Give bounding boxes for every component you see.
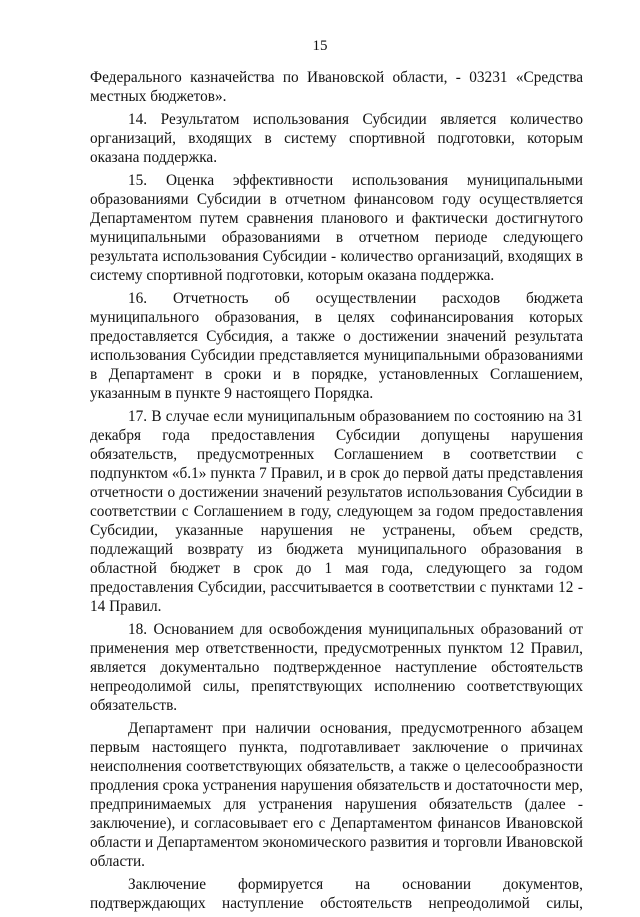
paragraph-item-18-conclusion: Заключение формируется на основании документов, подтверждающих наступление обстоятельств непреодолимой силы, bbox=[90, 876, 583, 912]
paragraph-continuation: Федерального казначейства по Ивановской области, - 03231 «Средства местных бюджетов». bbox=[90, 69, 583, 105]
paragraph-item-14: 14. Результатом использования Субсидии является количество организаций, входящих в систему спортивной подготовки, которым оказана поддержка. bbox=[90, 111, 583, 166]
page-number: 15 bbox=[312, 38, 328, 54]
paragraph-item-17: 17. В случае если муниципальным образованием по состоянию на 31 декабря года предоставления Субсидии допущены нарушения обязательств, предусмотренных Соглашением в соответствии с подпунктом «б.1» пункта 7 Правил, и в срок до первой даты представления отчетности о достижении значений результатов использования Субсидии в соответствии с Соглашением в году, следующем за годом предоставления Субсидии, указанные нарушения не устранены, объем средств, подлежащий возврату из бюджета муниципального образования в областной бюджет в срок до 1 мая года, следующего за годом предоставления Субсидии, рассчитывается в соответствии с пунктами 12 - 14 Правил. bbox=[90, 408, 583, 615]
paragraph-item-18: 18. Основанием для освобождения муниципальных образований от применения мер ответственности, предусмотренных пунктом 12 Правил, является документально подтвержденное наступление обстоятельств непреодолимой силы, препятствующих исполнению соответствующих обязательств. bbox=[90, 621, 583, 714]
paragraph-item-18-department: Департамент при наличии основания, предусмотренного абзацем первым настоящего пункта, подготавливает заключение о причинах неисполнения соответствующих обязательств, а также о целесообразности продления срока устранения нарушения обязательств и достаточности мер, предпринимаемых для устранения нарушения обязательств (далее - заключение), и согласовывает его с Департаментом финансов Ивановской области и Департаментом экономического развития и торговли Ивановской области. bbox=[90, 720, 583, 870]
paragraph-item-15: 15. Оценка эффективности использования муниципальными образованиями Субсидии в отчетном финансовом году осуществляется Департаментом путем сравнения планового и фактически достигнутого муниципальными образованиями в отчетном периоде следующего результата использования Субсидии - количество организаций, входящих в систему спортивной подготовки, которым оказана поддержка. bbox=[90, 172, 583, 284]
document-body bbox=[90, 68, 583, 917]
paragraph-item-16: 16. Отчетность об осуществлении расходов бюджета муниципального образования, в целях софинансирования которых предоставляется Субсидия, а также о достижении значений результата использования Субсидии представляется муниципальными образованиями в Департамент в сроки и в порядке, установленных Соглашением, указанным в пункте 9 настоящего Порядка. bbox=[90, 290, 583, 402]
